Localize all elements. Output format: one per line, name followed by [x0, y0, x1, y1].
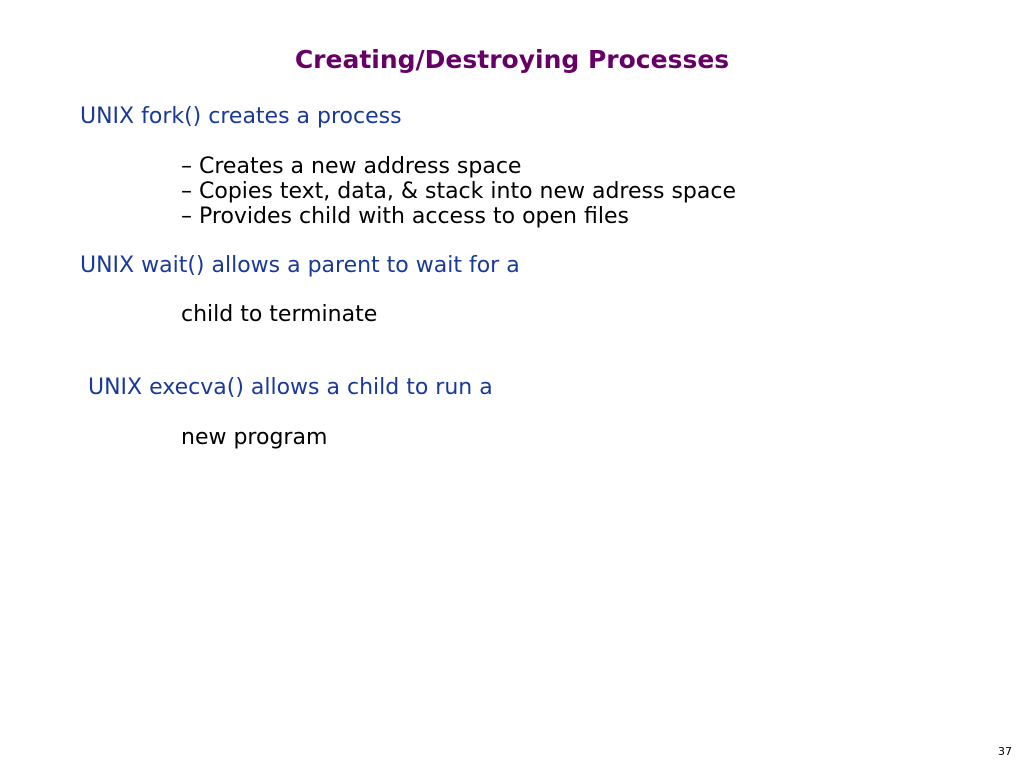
- page-number: 37: [998, 745, 1012, 758]
- list-item: [181, 154, 736, 179]
- slide-title: Creating/Destroying Processes: [294, 45, 730, 74]
- fork-heading: UNIX fork() creates a process: [80, 104, 402, 129]
- bullet-marker: –: [181, 154, 192, 179]
- bullet-text: Provides child with access to open files: [199, 204, 629, 229]
- list-item: [181, 204, 736, 229]
- execva-heading: UNIX execva() allows a child to run a: [88, 375, 493, 400]
- bullet-marker: –: [181, 179, 192, 204]
- bullet-text: Creates a new address space: [199, 154, 522, 179]
- list-item: [181, 179, 736, 204]
- bullet-marker: –: [181, 204, 192, 229]
- bullet-text: Copies text, data, & stack into new adress space: [199, 179, 736, 204]
- execva-continuation: new program: [181, 425, 328, 450]
- wait-continuation: child to terminate: [181, 302, 378, 327]
- fork-bullet-list: [181, 154, 736, 229]
- wait-heading: UNIX wait() allows a parent to wait for a: [80, 253, 520, 278]
